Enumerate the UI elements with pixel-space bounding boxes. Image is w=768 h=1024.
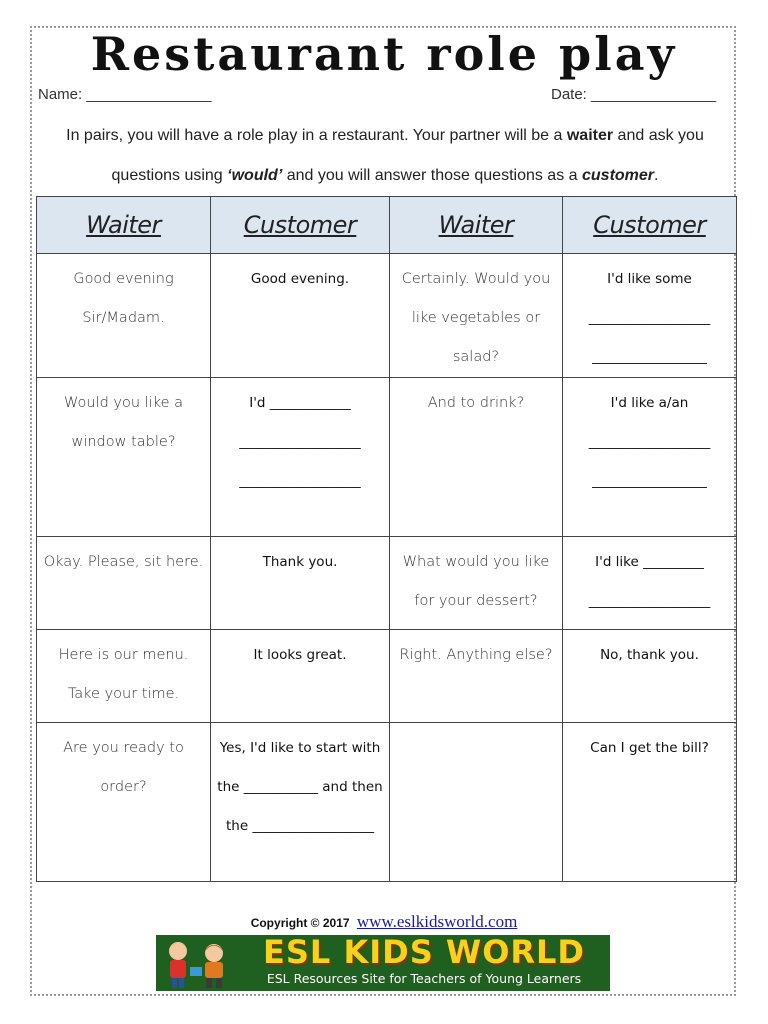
table-cell bbox=[37, 254, 211, 378]
table-header-row bbox=[37, 197, 737, 254]
table-cell bbox=[211, 378, 390, 537]
website-link[interactable]: www.eslkidsworld.com bbox=[356, 912, 518, 931]
table-cell bbox=[390, 378, 563, 537]
table-cell bbox=[37, 723, 211, 882]
table-row bbox=[37, 537, 737, 630]
table-row bbox=[37, 378, 737, 537]
name-field: Name: _______________ bbox=[38, 86, 212, 103]
esl-kids-world-banner[interactable] bbox=[156, 935, 610, 991]
table-cell bbox=[563, 254, 737, 378]
customer-line: I'd ____________ __________________ __________________ bbox=[239, 395, 361, 489]
customer-line: I'd like a/an __________________ _________________ bbox=[588, 395, 711, 489]
kids-illustration-icon bbox=[160, 937, 240, 989]
table-cell bbox=[37, 630, 211, 723]
waiter-line: Are you ready to order? bbox=[63, 740, 184, 795]
waiter-line: Okay. Please, sit here. bbox=[43, 554, 204, 570]
customer-line: I'd like some __________________ _________________ bbox=[588, 271, 711, 365]
table-cell bbox=[563, 537, 737, 630]
header-waiter: Waiter bbox=[390, 197, 563, 254]
table-row bbox=[37, 630, 737, 723]
customer-line: Thank you. bbox=[262, 554, 338, 570]
date-field: Date: _______________ bbox=[551, 86, 717, 103]
table-cell bbox=[390, 630, 563, 723]
waiter-line: Right. Anything else? bbox=[399, 647, 553, 663]
waiter-line: Good evening Sir/Madam. bbox=[73, 271, 174, 326]
customer-line: No, thank you. bbox=[600, 647, 699, 663]
brand-tagline: ESL Resources Site for Teachers of Young Learners bbox=[266, 971, 582, 986]
header-customer: Customer bbox=[563, 197, 737, 254]
customer-line: I'd like _________ __________________ bbox=[588, 554, 711, 609]
customer-line: Good evening. bbox=[250, 271, 350, 287]
customer-line: Can I get the bill? bbox=[590, 740, 709, 756]
table-cell bbox=[37, 537, 211, 630]
instructions-text: and ask you questions using bbox=[111, 127, 704, 184]
brand-name: ESL KIDS WORLD bbox=[263, 935, 585, 971]
waiter-line bbox=[390, 723, 562, 729]
instructions-customer: customer bbox=[582, 167, 655, 184]
instructions-text: In pairs, you will have a role play in a restaurant. Your partner will be a bbox=[66, 127, 567, 144]
waiter-line: Would you like a window table? bbox=[64, 395, 183, 450]
table-cell bbox=[211, 630, 390, 723]
table-cell bbox=[390, 723, 563, 882]
role-play-table bbox=[36, 196, 737, 882]
table-cell bbox=[390, 254, 563, 378]
table-cell bbox=[563, 723, 737, 882]
table-cell bbox=[211, 723, 390, 882]
instructions-would: ‘would’ bbox=[227, 167, 283, 184]
waiter-line: Certainly. Would you like vegetables or salad? bbox=[401, 271, 551, 365]
copyright-text: Copyright © 2017 bbox=[250, 916, 350, 930]
table-row bbox=[37, 254, 737, 378]
waiter-line: What would you like for your dessert? bbox=[402, 554, 550, 609]
customer-line: Yes, I'd like to start with the ___________ and then the __________________ bbox=[217, 740, 383, 834]
page-title: Restaurant role play bbox=[90, 27, 678, 81]
header-customer: Customer bbox=[211, 197, 390, 254]
waiter-line: And to drink? bbox=[427, 395, 525, 411]
table-cell bbox=[211, 537, 390, 630]
instructions bbox=[40, 116, 730, 196]
table-cell bbox=[37, 378, 211, 537]
table-cell bbox=[390, 537, 563, 630]
table-row bbox=[37, 723, 737, 882]
customer-line: It looks great. bbox=[253, 647, 347, 663]
instructions-waiter: waiter bbox=[566, 127, 614, 144]
table-cell bbox=[211, 254, 390, 378]
table-cell bbox=[563, 630, 737, 723]
header-waiter: Waiter bbox=[37, 197, 211, 254]
instructions-text: and you will answer those questions as a bbox=[282, 167, 582, 184]
copyright-line bbox=[0, 912, 768, 932]
table-cell bbox=[563, 378, 737, 537]
instructions-text: . bbox=[654, 167, 659, 184]
waiter-line: Here is our menu. Take your time. bbox=[58, 647, 189, 702]
